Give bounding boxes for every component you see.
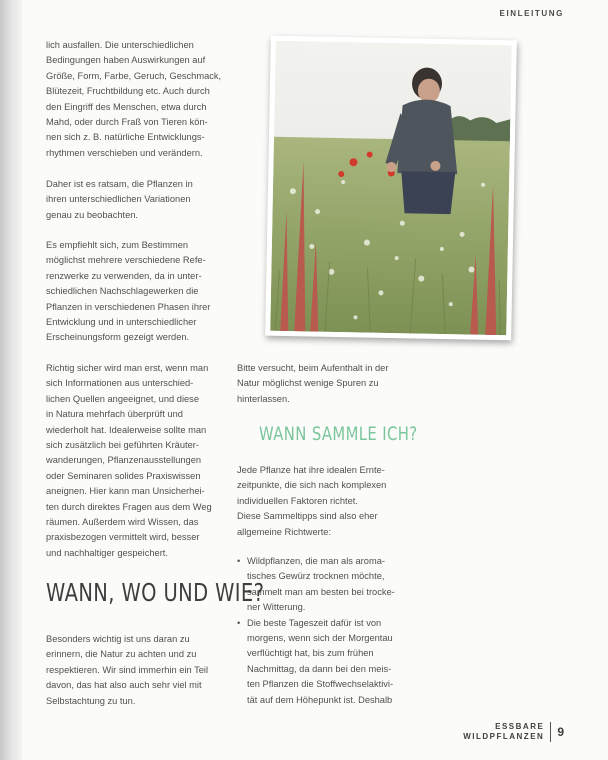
text-line: sich zusätzlich bei geführten Kräuter-: [46, 440, 199, 451]
text-line: morgens, wenn sich der Morgentau: [247, 633, 393, 644]
text-line: ten Pflanzen die Stoffwechselaktivi-: [247, 679, 394, 690]
section-heading-when-where-how: WANN, WO UND WIE?: [46, 578, 265, 607]
bullet-dot: •: [237, 617, 241, 628]
text-line: lich ausfallen. Die unterschiedlichen: [46, 40, 194, 50]
text-line: erinnern, die Natur zu achten und zu: [46, 649, 197, 660]
left-paragraph-2: [46, 177, 193, 223]
book-title-line-2: WILDPFLANZEN: [463, 732, 545, 741]
text-line: oder Seminaren solides Praxiswissen: [46, 470, 201, 481]
text-line: sich Informationen aus unterschied-: [46, 378, 194, 389]
text-line: sammelt man am besten bei trocke-: [247, 586, 395, 597]
text-line: tisches Gewürz trocknen möchte,: [247, 571, 385, 582]
text-line: tät auf dem Höhepunkt ist. Deshalb: [247, 694, 393, 705]
text-line: Bedingungen haben Auswirkungen auf: [46, 55, 206, 66]
bullet-item: [237, 616, 395, 708]
left-paragraph-1: [46, 38, 221, 161]
text-line: den Eingriff des Menschen, etwa durch: [46, 101, 207, 112]
left-paragraph-5: [46, 632, 208, 709]
text-line: Wildpflanzen, die man als aroma-: [247, 556, 385, 566]
text-line: räumen. Außerdem wird Wissen, das: [46, 517, 199, 528]
text-line: Richtig sicher wird man erst, wenn man: [46, 363, 209, 373]
bullet-text: [247, 554, 395, 616]
section-heading-when: WANN SAMMLE ICH?: [259, 423, 418, 445]
page-number: 9: [557, 725, 564, 739]
left-paragraph-3: [46, 238, 210, 346]
text-line: respektieren. Wir sind immerhin ein Teil: [46, 664, 209, 675]
bullet-text: [247, 616, 395, 708]
text-line: Größe, Form, Farbe, Geruch, Geschmack,: [46, 70, 222, 81]
text-line: ihren unterschiedlichen Variationen: [46, 194, 191, 205]
book-page: [22, 0, 608, 760]
text-line: verflüchtigt hat, bis zum frühen: [247, 648, 374, 659]
text-line: hinterlassen.: [237, 393, 290, 404]
book-title-line-1: ESSBARE: [495, 722, 545, 731]
text-line: Pflanzen in verschiedenen Phasen ihrer: [46, 301, 211, 312]
text-line: ten durch direktes Fragen aus dem Weg: [46, 501, 212, 512]
text-line: Die beste Tageszeit dafür ist von: [247, 617, 382, 628]
right-paragraph-2: [237, 463, 386, 540]
footer-divider: [550, 722, 551, 742]
text-line: Natur möglichst wenige Spuren zu: [237, 378, 379, 389]
text-line: Daher ist es ratsam, die Pflanzen in: [46, 179, 193, 189]
text-line: möglichst mehrere verschiedene Refe-: [46, 255, 206, 266]
text-line: nen sich z. B. natürliche Entwicklungs-: [46, 132, 205, 143]
text-line: Entwicklung und in unterschiedlicher: [46, 317, 197, 328]
text-line: zeitpunkte, die sich nach komplexen: [237, 480, 387, 491]
page-footer: [463, 722, 564, 742]
text-line: renzwerke zu verwenden, da in unter-: [46, 270, 202, 281]
text-line: in Natura mehrfach überprüft und: [46, 409, 183, 420]
text-line: lichen Quellen angeeignet, und diese: [46, 393, 199, 404]
text-line: Blütezeit, Fruchtbildung etc. Auch durch: [46, 86, 210, 97]
text-line: schiedlichen Nachschlagewerken die: [46, 286, 199, 297]
text-line: rhythmen verschieben und verändern.: [46, 147, 203, 158]
right-paragraph-1: [237, 361, 388, 407]
section-header: EINLEITUNG: [499, 9, 564, 18]
text-line: individuellen Faktoren richtet.: [237, 495, 358, 506]
text-line: davon, das hat also auch sehr viel mit: [46, 680, 202, 691]
text-line: Erscheinungsform gezeigt werden.: [46, 332, 190, 343]
text-line: Es empfiehlt sich, zum Bestimmen: [46, 240, 189, 250]
text-line: ner Witterung.: [247, 602, 306, 613]
photo-illustration: [270, 41, 512, 335]
text-line: allgemeine Richtwerte:: [237, 526, 332, 537]
text-line: wiederholt hat. Idealerweise sollte man: [46, 424, 207, 435]
text-line: Bitte versucht, beim Aufenthalt in der: [237, 363, 389, 373]
text-line: Nachmittag, da dann bei den meis-: [247, 663, 392, 674]
meadow-photo: [265, 36, 517, 341]
bullet-dot: •: [237, 556, 241, 566]
text-line: und nachhaltiger gespeichert.: [46, 547, 168, 558]
text-line: Selbstachtung zu tun.: [46, 695, 136, 706]
book-spine-shadow: [0, 0, 22, 760]
text-line: Besonders wichtig ist uns daran zu: [46, 634, 190, 644]
text-line: genau zu beobachten.: [46, 209, 139, 220]
text-line: wanderungen, Pflanzenausstellungen: [46, 455, 202, 466]
text-line: Mahd, oder durch Fraß von Tieren kön-: [46, 117, 208, 128]
book-title: [463, 722, 544, 742]
text-line: Jede Pflanze hat ihre idealen Ernte-: [237, 465, 385, 475]
left-paragraph-4: [46, 361, 212, 561]
text-line: praxisbezogen vermittelt wird, besser: [46, 532, 200, 543]
text-line: Diese Sammeltipps sind also eher: [237, 511, 378, 522]
text-line: aneignen. Hier kann man Unsicherhei-: [46, 486, 205, 497]
